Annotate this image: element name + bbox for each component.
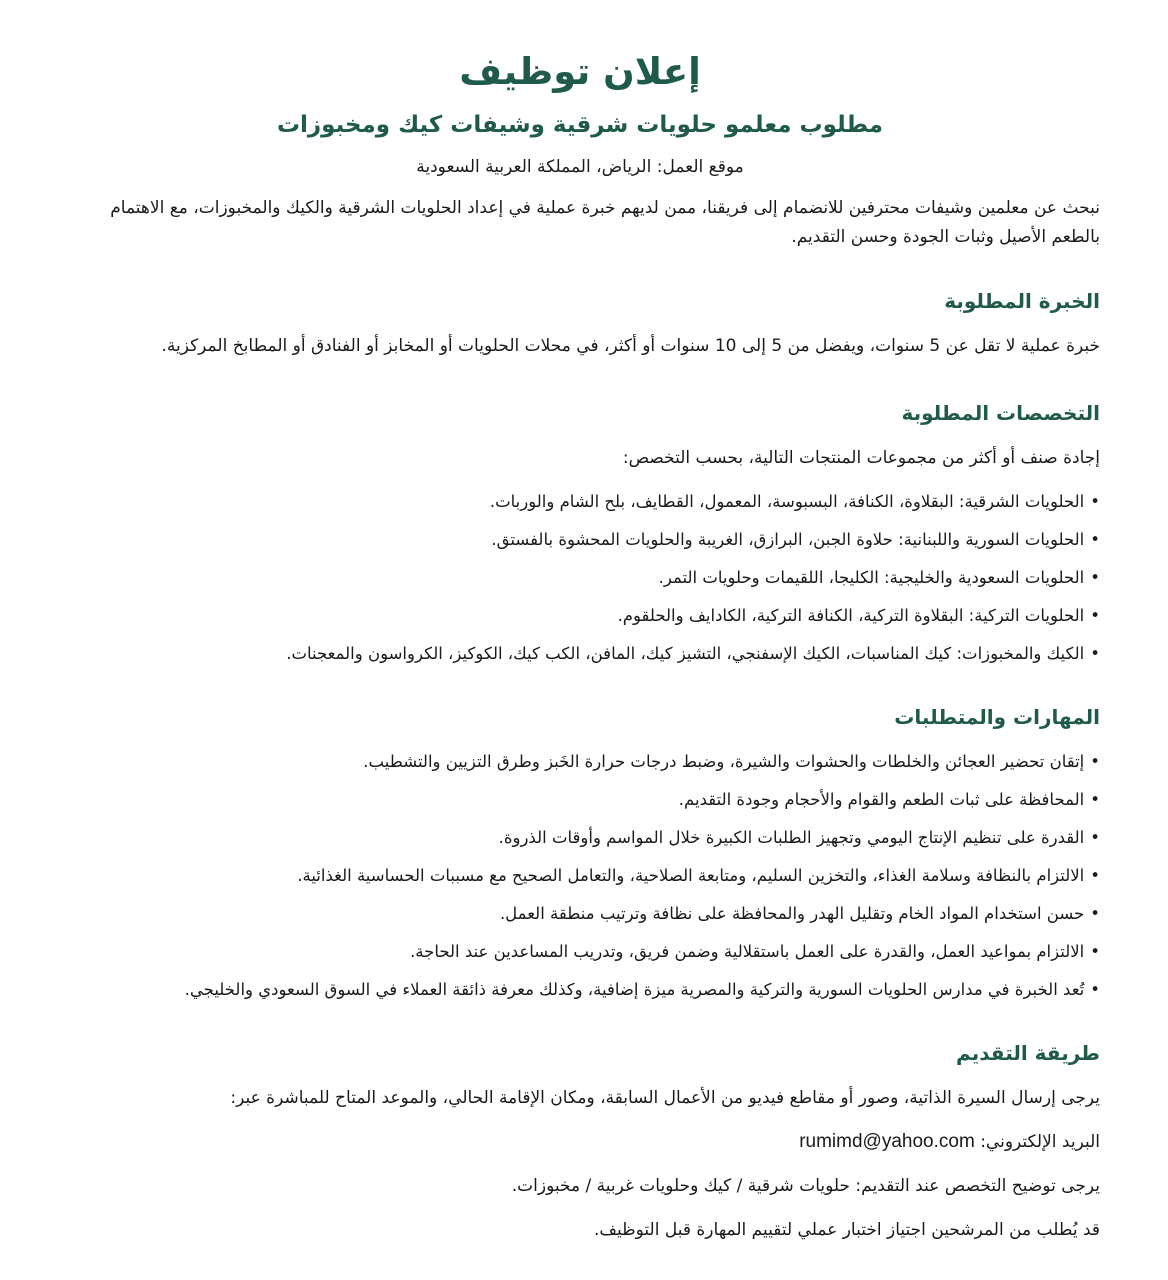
list-item-text: المحافظة على ثبات الطعم والقوام والأحجام وجودة التقديم. (678, 790, 1085, 809)
skills-heading: المهارات والمتطلبات (894, 705, 1100, 729)
specialties-heading: التخصصات المطلوبة (901, 401, 1100, 425)
bullet-icon: • (1090, 866, 1100, 885)
bullet-icon: • (1090, 790, 1100, 809)
experience-section (60, 286, 1100, 360)
apply-test-note: قد يُطلب من المرشحين اجتياز اختبار عملي لتقييم المهارة قبل التوظيف. (593, 1220, 1100, 1240)
list-item (60, 526, 1100, 554)
bullet-icon: • (1090, 492, 1100, 511)
list-item (60, 938, 1100, 966)
bullet-icon: • (1090, 752, 1100, 771)
apply-heading: طريقة التقديم (956, 1041, 1100, 1065)
bullet-icon: • (1090, 942, 1100, 961)
list-item (60, 564, 1100, 592)
bullet-icon: • (1090, 828, 1100, 847)
list-item-text: الحلويات السعودية والخليجية: الكليجا، اللقيمات وحلويات التمر. (658, 568, 1085, 587)
bullet-icon: • (1090, 644, 1100, 663)
intro-paragraph: نبحث عن معلمين وشيفات محترفين للانضمام إلى فريقنا، ممن لديهم خبرة عملية في إعداد الحلويات الشرقية والكيك والمخبوزات، مع الاهتمام بالطعم الأصيل وثبات الجودة وحسن التقديم. (110, 198, 1100, 247)
list-item-text: القدرة على تنظيم الإنتاج اليومي وتجهيز الطلبات الكبيرة خلال المواسم وأوقات الذروة. (498, 828, 1085, 847)
specialties-list (60, 488, 1100, 668)
apply-instructions: يرجى إرسال السيرة الذاتية، وصور أو مقاطع فيديو من الأعمال السابقة، ومكان الإقامة الحالي، والموعد المتاح للمباشرة عبر: (230, 1088, 1100, 1108)
list-item (60, 976, 1100, 1004)
list-item (60, 786, 1100, 814)
bullet-icon: • (1090, 904, 1100, 923)
bullet-icon: • (1090, 980, 1100, 999)
list-item-text: الحلويات الشرقية: البقلاوة، الكنافة، البسبوسة، المعمول، القطايف، بلح الشام والوربات. (489, 492, 1085, 511)
list-item (60, 748, 1100, 776)
specialties-intro: إجادة صنف أو أكثر من مجموعات المنتجات التالية، بحسب التخصص: (622, 448, 1100, 468)
list-item (60, 640, 1100, 668)
bullet-icon: • (1090, 606, 1100, 625)
skills-list (60, 748, 1100, 1004)
list-item-text: الالتزام بمواعيد العمل، والقدرة على العمل باستقلالية وضمن فريق، وتدريب المساعدين عند الحاجة. (410, 942, 1085, 961)
page-title: إعلان توظيف (459, 50, 701, 93)
email-link[interactable]: rumimd@yahoo.com (799, 1131, 975, 1152)
bullet-icon: • (1090, 530, 1100, 549)
list-item-text: الكيك والمخبوزات: كيك المناسبات، الكيك الإسفنجي، التشيز كيك، المافن، الكب كيك، الكوكيز، الكرواسون والمعجنات. (286, 644, 1085, 663)
specialties-section (60, 398, 1100, 668)
list-item (60, 862, 1100, 890)
list-item-text: إتقان تحضير العجائن والخلطات والحشوات والشيرة، وضبط درجات حرارة الخَبز وطرق التزيين والتشطيب. (363, 752, 1085, 771)
list-item (60, 488, 1100, 516)
bullet-icon: • (1090, 568, 1100, 587)
skills-section (60, 702, 1100, 1004)
page-subtitle: مطلوب معلمو حلويات شرقية وشيفات كيك ومخبوزات (276, 112, 884, 138)
experience-heading: الخبرة المطلوبة (944, 289, 1100, 313)
email-label: البريد الإلكتروني: (980, 1132, 1100, 1152)
list-item-text: حسن استخدام المواد الخام وتقليل الهدر والمحافظة على نظافة وترتيب منطقة العمل. (499, 904, 1085, 923)
list-item-text: الحلويات التركية: البقلاوة التركية، الكنافة التركية، الكادايف والحلقوم. (617, 606, 1085, 625)
list-item (60, 602, 1100, 630)
apply-section (60, 1038, 1100, 1244)
experience-text: خبرة عملية لا تقل عن 5 سنوات، ويفضل من 5 إلى 10 سنوات أو أكثر، في محلات الحلويات أو المخابز أو الفنادق أو المطابخ المركزية. (161, 336, 1100, 356)
apply-specialty-note: يرجى توضيح التخصص عند التقديم: حلويات شرقية / كيك وحلويات غربية / مخبوزات. (511, 1176, 1100, 1196)
work-location: موقع العمل: الرياض، المملكة العربية السعودية (416, 157, 744, 177)
list-item-text: تُعد الخبرة في مدارس الحلويات السورية والتركية والمصرية ميزة إضافية، وكذلك معرفة ذائقة العملاء في السوق السعودي والخليجي. (184, 980, 1085, 999)
email-line (60, 1128, 1100, 1156)
list-item (60, 824, 1100, 852)
list-item-text: الحلويات السورية واللبنانية: حلاوة الجبن، البرازق، الغريبة والحلويات المحشوة بالفستق. (491, 530, 1085, 549)
list-item (60, 900, 1100, 928)
list-item-text: الالتزام بالنظافة وسلامة الغذاء، والتخزين السليم، ومتابعة الصلاحية، والتعامل الصحيح مع مسببات الحساسية الغذائية. (297, 866, 1085, 885)
